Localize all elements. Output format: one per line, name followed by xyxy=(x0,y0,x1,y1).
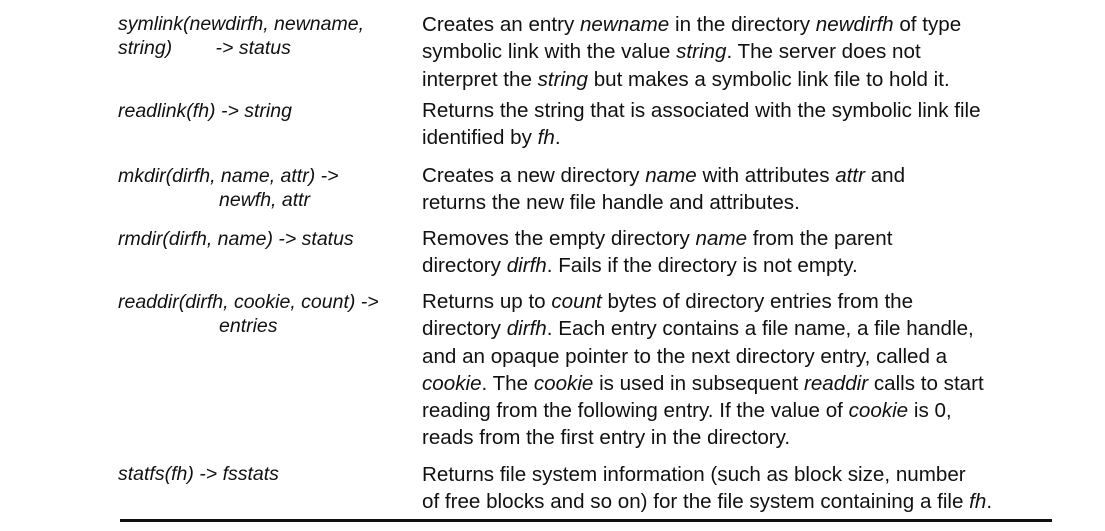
text-segment: bytes of directory entries from the xyxy=(601,290,914,313)
text-segment: . xyxy=(986,490,993,514)
description-rmdir xyxy=(422,225,1092,280)
description-line xyxy=(422,288,1092,315)
text-segment: . Each entry contains a file name, a file handle, xyxy=(546,317,974,341)
signature-line: string) -> status xyxy=(118,37,291,59)
description-readlink xyxy=(422,97,1092,152)
text-segment: reading from the following entry. If the value of xyxy=(422,399,849,423)
description-line xyxy=(422,343,1092,370)
signature-line: statfs(fh) -> fsstats xyxy=(118,463,279,485)
description-line xyxy=(422,38,1092,65)
text-segment: reads from the first entry in the directory. xyxy=(422,426,791,450)
italic-term: cookie xyxy=(533,371,594,395)
description-symlink xyxy=(422,11,1092,93)
italic-term: cookie xyxy=(848,399,909,423)
italic-term: newdirfh xyxy=(815,13,894,36)
description-line xyxy=(422,225,1092,252)
text-segment: Returns the string that is associated with the symbolic link file xyxy=(422,99,981,122)
text-segment: directory xyxy=(422,317,507,341)
text-segment: is used in subsequent xyxy=(593,371,804,395)
description-line xyxy=(422,315,1092,342)
text-segment: is 0, xyxy=(908,399,952,423)
signature-readlink xyxy=(118,99,414,123)
description-line xyxy=(422,11,1092,38)
description-line xyxy=(422,162,1092,189)
signature-line: newfh, attr xyxy=(219,189,311,211)
italic-term: readdir xyxy=(804,371,869,395)
text-segment: from the parent xyxy=(747,227,893,250)
text-segment: Creates an entry xyxy=(422,13,580,36)
text-segment: . Fails if the directory is not empty. xyxy=(546,254,858,278)
text-segment: but makes a symbolic link file to hold it. xyxy=(587,67,950,91)
text-segment: Creates a new directory xyxy=(422,164,646,187)
italic-term: cookie xyxy=(422,371,482,395)
text-segment: of type xyxy=(893,13,962,36)
text-segment: interpret the xyxy=(422,67,538,91)
text-segment: Removes the empty directory xyxy=(422,227,696,250)
text-segment: of free blocks and so on) for the file system containing a file xyxy=(422,490,970,514)
description-line xyxy=(422,397,1092,424)
description-line xyxy=(422,97,1092,124)
description-mkdir xyxy=(422,162,1092,217)
signature-line: entries xyxy=(219,315,278,337)
italic-term: string xyxy=(537,67,588,91)
signature-line: rmdir(dirfh, name) -> status xyxy=(118,228,354,250)
description-line xyxy=(422,488,1092,515)
text-segment: . xyxy=(554,126,561,150)
italic-term: name xyxy=(695,227,748,250)
text-segment: directory xyxy=(422,254,507,278)
signature-line: readdir(dirfh, cookie, count) -> xyxy=(118,291,379,313)
text-segment: and an opaque pointer to the next directory entry, called a xyxy=(422,344,948,368)
signature-mkdir xyxy=(118,164,414,212)
italic-term: string xyxy=(676,40,727,64)
description-line xyxy=(422,370,1092,397)
text-segment: Returns up to xyxy=(422,290,552,313)
text-segment: . The server does not xyxy=(726,40,921,64)
text-segment: in the directory xyxy=(669,13,816,36)
italic-term: newname xyxy=(579,13,670,36)
signature-statfs xyxy=(118,462,414,486)
italic-term: dirfh xyxy=(506,254,547,278)
description-statfs xyxy=(422,461,1092,516)
description-line xyxy=(422,66,1092,93)
description-line xyxy=(422,252,1092,279)
italic-term: fh xyxy=(969,490,987,514)
signature-symlink xyxy=(118,12,414,60)
description-line xyxy=(422,461,1092,488)
table-bottom-rule xyxy=(120,519,1052,522)
signature-line: mkdir(dirfh, name, attr) -> xyxy=(118,165,339,187)
italic-term: name xyxy=(645,164,697,187)
text-segment: returns the new file handle and attributes. xyxy=(422,191,800,215)
text-segment: calls to start xyxy=(868,371,984,395)
italic-term: count xyxy=(551,290,602,313)
text-segment: identified by xyxy=(422,126,538,150)
italic-term: dirfh xyxy=(506,317,547,341)
italic-term: fh xyxy=(537,126,555,150)
description-line xyxy=(422,189,1092,216)
italic-term: attr xyxy=(835,164,865,187)
text-segment: . The xyxy=(481,371,534,395)
signature-rmdir xyxy=(118,227,414,251)
text-segment: with attributes xyxy=(696,164,836,187)
description-line xyxy=(422,124,1092,151)
text-segment: symbolic link with the value xyxy=(422,40,677,64)
signature-line: symlink(newdirfh, newname, xyxy=(118,13,365,35)
text-segment: and xyxy=(864,164,906,187)
text-segment: Returns file system information (such as block size, number xyxy=(422,463,966,486)
description-line xyxy=(422,424,1092,451)
description-readdir xyxy=(422,288,1092,452)
signature-line: readlink(fh) -> string xyxy=(118,100,292,122)
signature-readdir xyxy=(118,290,414,338)
